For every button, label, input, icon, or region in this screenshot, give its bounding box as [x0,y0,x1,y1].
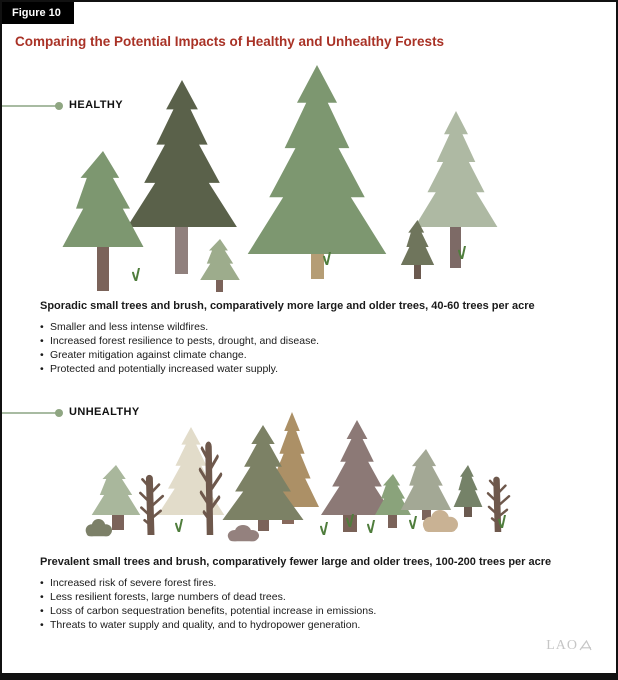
bullet-item: • Smaller and less intense wildfires. [40,320,600,334]
figure-title: Comparing the Potential Impacts of Healthy and Unhealthy Forests [15,34,445,49]
pine-tree-icon [321,420,393,515]
pine-sapling-icon [200,239,240,280]
shrub-icon [86,519,112,536]
bullet-item: • Greater mitigation against climate change. [40,348,600,362]
lao-logo [546,638,592,654]
dead-tree-icon [488,480,509,532]
unhealthy-forest-illustration [2,397,618,547]
unhealthy-text-block [40,556,600,632]
pine-tree-icon [248,65,387,254]
healthy-forest-illustration [2,62,618,297]
bullet-item: • Increased risk of severe forest fires. [40,576,600,590]
grass-icon [368,520,374,533]
healthy-bullet-list [40,320,600,376]
figure-label: Figure 10 [2,2,74,24]
grass-icon [321,522,327,535]
pine-sapling-icon [454,465,483,507]
pine-tree-icon [401,449,451,510]
grass-icon [410,516,416,529]
unhealthy-heading: Prevalent small trees and brush, comparatively fewer large and older trees, 100-200 trees per acre [40,556,552,568]
grass-icon [176,519,182,532]
dead-tree-icon [140,478,162,535]
pine-tree-icon [415,111,498,227]
shrub-icon [228,525,259,541]
unhealthy-label: UNHEALTHY [69,406,140,418]
tree-trunk [175,227,188,274]
tree-trunk [97,247,109,291]
pine-tree-icon [63,151,144,247]
healthy-label: HEALTHY [69,99,123,111]
bullet-item: • Increased forest resilience to pests, drought, and disease. [40,334,600,348]
tree-trunk [216,280,223,292]
tree-trunk [311,254,324,279]
healthy-text-block [40,300,600,376]
bullet-item: • Loss of carbon sequestration benefits, potential increase in emissions. [40,604,600,618]
pine-tree-icon [92,465,141,515]
lao-logo-text: LAO [546,638,578,653]
bullet-item: • Protected and potentially increased water supply. [40,362,600,376]
pine-tree-icon [127,80,237,227]
grass-icon [133,268,139,281]
lao-logo-mark-icon [579,640,592,652]
bullet-item: • Threats to water supply and quality, and to hydropower generation. [40,618,600,632]
tree-trunk [450,227,461,268]
bullet-item: • Less resilient forests, large numbers of dead trees. [40,590,600,604]
healthy-heading: Sporadic small trees and brush, comparatively more large and older trees, 40-60 trees per acre [40,300,535,312]
tree-trunk [414,265,421,279]
unhealthy-bullet-list [40,576,600,632]
